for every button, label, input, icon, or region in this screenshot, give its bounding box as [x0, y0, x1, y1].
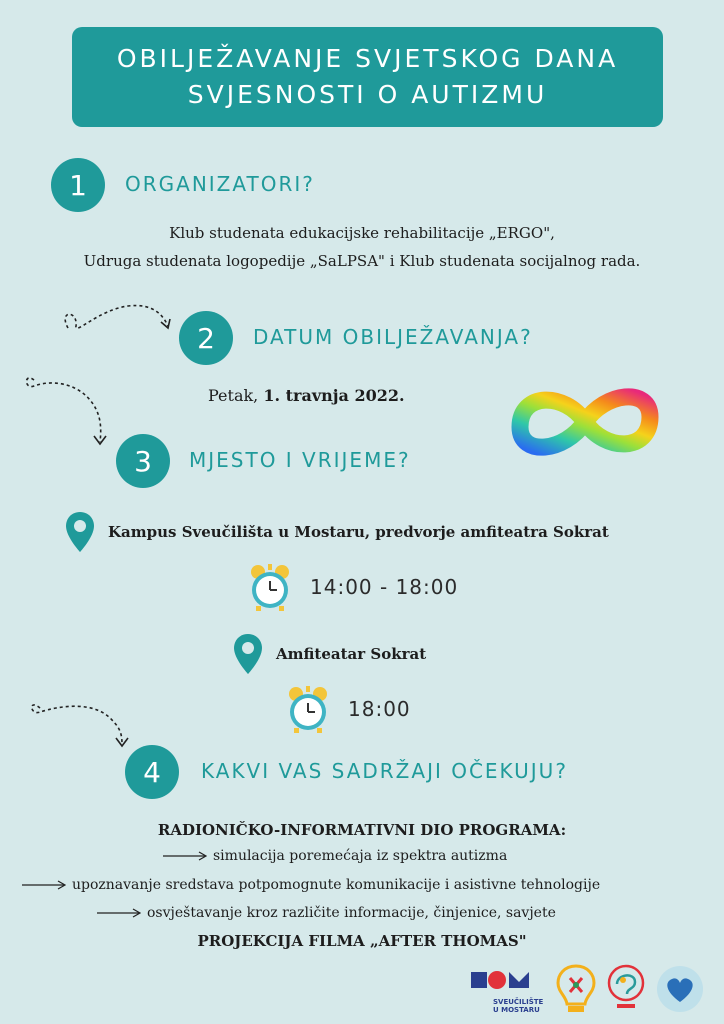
sum-logo-line-2: U MOSTARU: [493, 1006, 540, 1014]
salpsa-logo-icon: [605, 962, 647, 1012]
section-number-4: 4: [125, 745, 179, 799]
date-prefix: Petak,: [208, 386, 259, 405]
long-arrow-icon: [97, 908, 141, 918]
map-pin-icon: [64, 510, 96, 554]
location-row-1: [64, 510, 609, 554]
film-projection: PROJEKCIJA FILMA „AFTER THOMAS": [197, 932, 527, 950]
title-line-2: SVJESNOSTI O AUTIZMU: [187, 80, 548, 109]
section-number-1: 1: [51, 158, 105, 212]
location-row-2: [232, 632, 426, 676]
program-item-1: [163, 844, 507, 868]
alarm-clock-icon: [248, 562, 292, 612]
section-heading-place-time: MJESTO I VRIJEME?: [189, 448, 411, 472]
program-item-2: [22, 873, 600, 897]
university-logo: [469, 968, 547, 1014]
program-item-1-text: simulacija poremećaja iz spektra autizma: [213, 848, 508, 864]
section-heading-organizers: ORGANIZATORI?: [125, 172, 315, 196]
title-banner: [72, 27, 663, 127]
time-row-1: [248, 562, 458, 612]
section-number-3: 3: [116, 434, 170, 488]
social-work-club-logo-icon: [652, 964, 708, 1014]
alarm-clock-icon: [286, 684, 330, 734]
ergo-club-logo-icon: [554, 962, 598, 1016]
time-row-2: [286, 684, 411, 734]
organizers-text: [0, 219, 724, 275]
date-value: 1. travnja 2022.: [263, 386, 405, 405]
title-line-1: OBILJEŽAVANJE SVJETSKOG DANA: [116, 44, 619, 73]
section-heading-content: KAKVI VAS SADRŽAJI OČEKUJU?: [201, 759, 568, 783]
long-arrow-icon: [163, 851, 207, 861]
location-2-text: Amfiteatar Sokrat: [276, 645, 427, 663]
time-2-text: 18:00: [348, 697, 411, 721]
date-text: [208, 386, 405, 405]
sum-logo-line-1: SVEUČILIŠTE: [493, 998, 544, 1006]
map-pin-icon: [232, 632, 264, 676]
organizers-line-1: Klub studenata edukacijske rehabilitacije „ERGO",: [169, 224, 555, 242]
long-arrow-icon: [22, 880, 66, 890]
organizers-line-2: Udruga studenata logopedije „SaLPSA" i Klub studenata socijalnog rada.: [83, 252, 641, 270]
dotted-arrow-decoration: [58, 300, 178, 340]
program-item-2-text: upoznavanje sredstava potpomognute komunikacije i asistivne tehnologije: [72, 877, 601, 893]
sum-logo-icon: [469, 968, 547, 994]
section-number-2: 2: [179, 311, 233, 365]
section-heading-date: DATUM OBILJEŽAVANJA?: [253, 325, 533, 349]
dotted-arrow-decoration: [20, 370, 115, 450]
time-1-text: 14:00 - 18:00: [310, 575, 459, 599]
program-item-3-text: osvještavanje kroz različite informacije, činjenice, savjete: [147, 905, 556, 921]
program-heading: RADIONIČKO-INFORMATIVNI DIO PROGRAMA:: [157, 821, 567, 839]
dotted-arrow-decoration: [24, 692, 134, 752]
program-item-3: [97, 901, 556, 925]
location-1-text: Kampus Sveučilišta u Mostaru, predvorje amfiteatra Sokrat: [108, 523, 609, 541]
rainbow-infinity-icon: [505, 372, 665, 472]
